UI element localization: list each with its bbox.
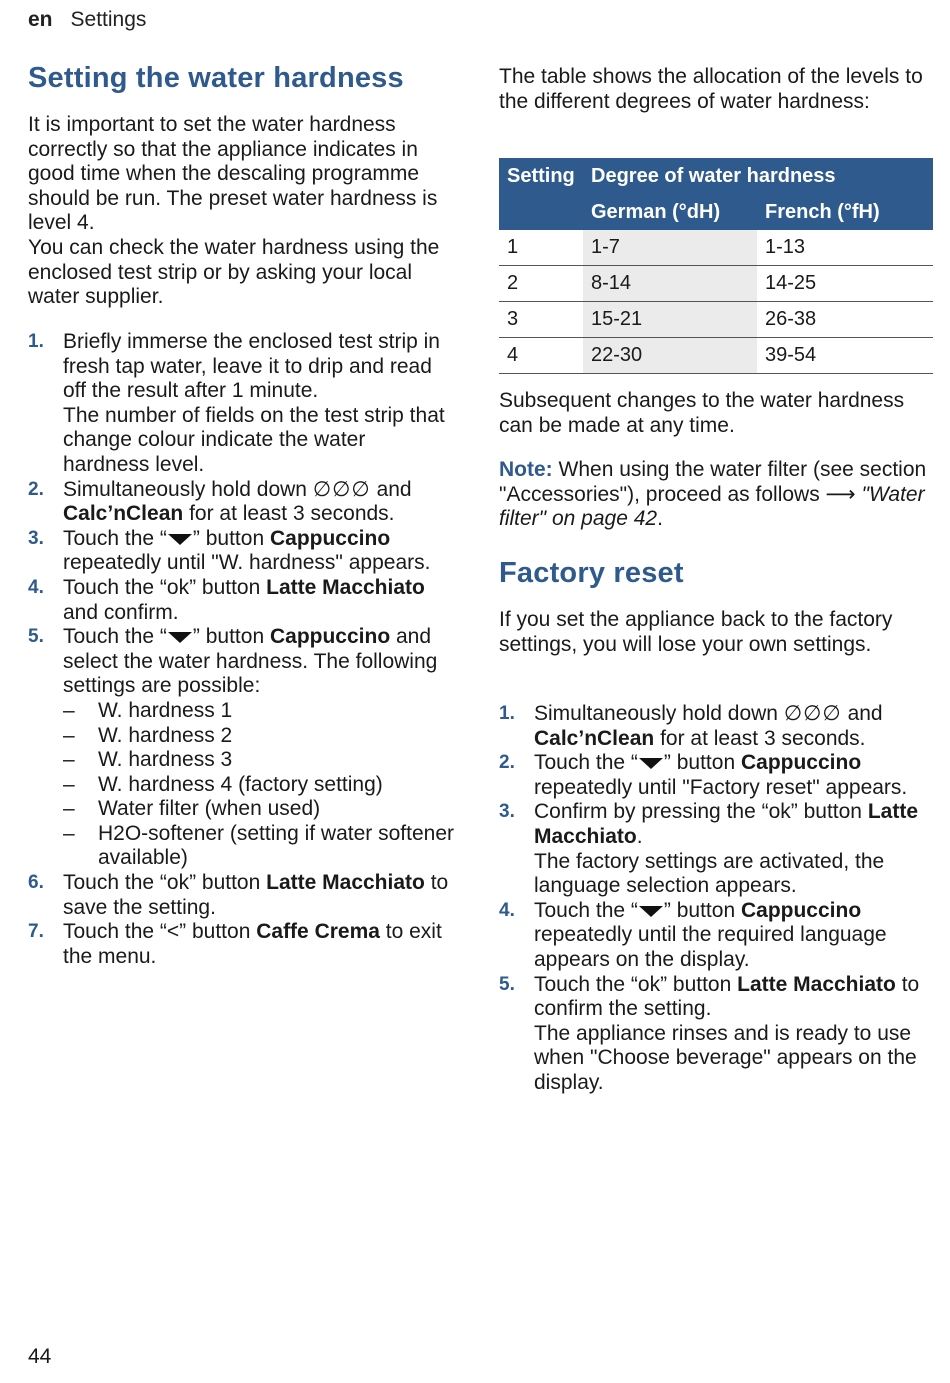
- step-text: and select the water hardness. The following settings are possible:: [63, 625, 438, 698]
- water-filter-note: [499, 458, 933, 532]
- list-item: [63, 797, 456, 822]
- step-number: 2.: [28, 478, 44, 500]
- list-item: [499, 800, 933, 898]
- table-cell: 8-14: [583, 266, 757, 302]
- col-german-header: German (°dH): [583, 194, 757, 230]
- section-name: Settings: [70, 8, 147, 31]
- page-reference-link[interactable]: "Water filter" on page 42: [499, 482, 925, 531]
- step-text: repeatedly until "Factory reset" appears.: [534, 775, 908, 799]
- button-name: Cappuccino: [269, 526, 391, 550]
- factory-reset-steps: [499, 702, 933, 1096]
- step-extra: The appliance rinses and is ready to use when "Choose beverage" appears on the display.: [534, 1021, 917, 1094]
- col-degree-header: Degree of water hardness: [583, 158, 933, 194]
- step-number: 6.: [28, 872, 44, 894]
- option-text: W. hardness 1: [98, 698, 233, 722]
- button-name: Calc’nClean: [534, 726, 655, 750]
- option-text: W. hardness 3: [98, 748, 233, 772]
- step-number: 5.: [28, 626, 44, 648]
- step-text: Simultaneously hold down: [534, 702, 778, 725]
- col-french-header: French (°fH): [757, 194, 933, 230]
- list-item: [28, 330, 456, 478]
- step-number: 4.: [28, 576, 44, 598]
- running-header: [28, 8, 146, 32]
- option-text: Water filter (when used): [98, 797, 321, 821]
- step-text: Confirm by pressing the “ok” button: [534, 800, 862, 824]
- step-text: ” button: [663, 898, 736, 922]
- table-cell: 14-25: [757, 266, 933, 302]
- table-row: [499, 302, 933, 338]
- step-text: Briefly immerse the enclosed test strip in fresh tap water, leave it to drip and read off the result after 1 minute.: [63, 330, 440, 403]
- step-number: 5.: [499, 973, 515, 995]
- water-hardness-table: [499, 158, 933, 374]
- step-text: ” button: [192, 625, 265, 649]
- step-text: to exit the menu.: [63, 920, 442, 968]
- table-cell: 22-30: [583, 338, 757, 374]
- table-cell: 39-54: [757, 338, 933, 374]
- language-code: en: [28, 8, 53, 31]
- table-cell: 26-38: [757, 302, 933, 338]
- table-cell: 1-13: [757, 230, 933, 266]
- step-extra: The factory settings are activated, the language selection appears.: [534, 849, 885, 898]
- step-number: 3.: [499, 801, 515, 823]
- button-name: Cappuccino: [269, 625, 391, 649]
- table-cell: 1-7: [583, 230, 757, 266]
- button-name: Cappuccino: [740, 898, 862, 922]
- list-item: [63, 773, 456, 798]
- step-number: 7.: [28, 921, 44, 943]
- table-row: [499, 338, 933, 374]
- step-text: Touch the “: [63, 625, 167, 649]
- arrow-right-icon: ⟶: [825, 482, 856, 506]
- button-name: Caffe Crema: [256, 920, 380, 944]
- step-number: 4.: [499, 899, 515, 921]
- list-item: [63, 699, 456, 724]
- note-text: When using the water filter (see section "Accessories"), proceed as follows: [499, 458, 927, 506]
- step-text: .: [636, 824, 643, 848]
- list-item: [63, 822, 456, 871]
- arrow-down-icon: [639, 758, 663, 769]
- list-item: [28, 576, 456, 625]
- table-cell: 2: [499, 266, 583, 302]
- hardness-options: [63, 699, 456, 871]
- list-item: [499, 973, 933, 1096]
- step-text: Simultaneously hold down: [63, 477, 307, 501]
- step-text: to save the setting.: [63, 871, 449, 919]
- list-item: [499, 751, 933, 800]
- list-item: [28, 920, 456, 969]
- col-setting-header: Setting: [499, 158, 583, 194]
- water-hardness-steps: [28, 330, 456, 969]
- step-text: Touch the “ok” button: [63, 871, 261, 895]
- dash: –: [63, 723, 75, 747]
- table-cell: 1: [499, 230, 583, 266]
- button-name: Latte Macchiato: [534, 800, 919, 848]
- arrow-down-icon: [639, 906, 663, 917]
- step-text: ” button: [663, 751, 736, 775]
- step-text: Touch the “ok” button: [534, 972, 732, 996]
- step-text: Touch the “ok” button: [63, 575, 261, 599]
- button-name: Cappuccino: [740, 751, 862, 775]
- table-cell: 15-21: [583, 302, 757, 338]
- option-text: W. hardness 2: [98, 723, 233, 747]
- step-text: ” button: [192, 526, 265, 550]
- table-cell: 3: [499, 302, 583, 338]
- step-number: 3.: [28, 527, 44, 549]
- factory-reset-heading: Factory reset: [499, 557, 684, 589]
- arrow-down-icon: [168, 632, 192, 643]
- step-text: for at least 3 seconds.: [189, 502, 395, 526]
- note-label: Note:: [499, 458, 553, 481]
- step-text: and confirm.: [63, 600, 179, 624]
- table-cell: 4: [499, 338, 583, 374]
- step-text: Touch the “: [534, 751, 638, 775]
- dash: –: [63, 821, 75, 845]
- step-text: repeatedly until the required language appears on the display.: [534, 923, 887, 971]
- dash: –: [63, 748, 75, 772]
- button-name: Latte Macchiato: [737, 972, 896, 996]
- button-name: Latte Macchiato: [266, 871, 425, 895]
- step-text: Touch the “: [63, 526, 167, 550]
- step-text: to confirm the setting.: [534, 972, 920, 1021]
- table-intro: The table shows the allocation of the levels to the different degrees of water hardness:: [499, 65, 923, 113]
- list-item: [28, 527, 456, 576]
- step-text: repeatedly until "W. hardness" appears.: [63, 551, 431, 575]
- col-blank-header: [499, 194, 583, 230]
- list-item: [28, 625, 456, 871]
- arrow-down-icon: [168, 534, 192, 545]
- step-number: 1.: [28, 331, 44, 352]
- button-name: Calc’nClean: [63, 502, 184, 526]
- table-row: [499, 230, 933, 266]
- step-text: and: [847, 702, 883, 725]
- list-item: [63, 724, 456, 749]
- step-text: for at least 3 seconds.: [660, 726, 866, 750]
- step-extra: The number of fields on the test strip that change colour indicate the water hardness level.: [63, 403, 445, 476]
- dash: –: [63, 698, 75, 722]
- list-item: [28, 871, 456, 920]
- step-number: 2.: [499, 752, 515, 774]
- table-row: [499, 266, 933, 302]
- step-text: and: [376, 477, 412, 501]
- button-symbols-icon: ∅∅∅: [783, 702, 842, 725]
- step-text: Touch the “<” button: [63, 920, 251, 944]
- note-end: .: [657, 507, 663, 531]
- step-text: Touch the “: [534, 898, 638, 922]
- button-symbols-icon: ∅∅∅: [312, 477, 371, 501]
- button-name: Latte Macchiato: [266, 575, 425, 599]
- water-hardness-intro: It is important to set the water hardness correctly so that the appliance indicates in good time when the descaling programme should be run. The preset water hardness is level 4. You can check the water hardness using the enclosed test strip or by asking your local water supplier.: [28, 113, 440, 309]
- list-item: [63, 748, 456, 773]
- subsequent-changes-text: Subsequent changes to the water hardness can be made at any time.: [499, 389, 905, 437]
- water-hardness-heading: Setting the water hardness: [28, 62, 404, 94]
- list-item: [28, 478, 456, 527]
- option-text: W. hardness 4 (factory setting): [98, 772, 383, 796]
- list-item: [499, 899, 933, 973]
- dash: –: [63, 772, 75, 796]
- option-text: H2O-softener (setting if water softener available): [98, 821, 454, 870]
- dash: –: [63, 797, 75, 821]
- list-item: [499, 702, 933, 751]
- factory-reset-intro: If you set the appliance back to the factory settings, you will lose your own settings.: [499, 608, 893, 656]
- step-number: 1.: [499, 703, 515, 724]
- page-number: 44: [28, 1345, 52, 1368]
